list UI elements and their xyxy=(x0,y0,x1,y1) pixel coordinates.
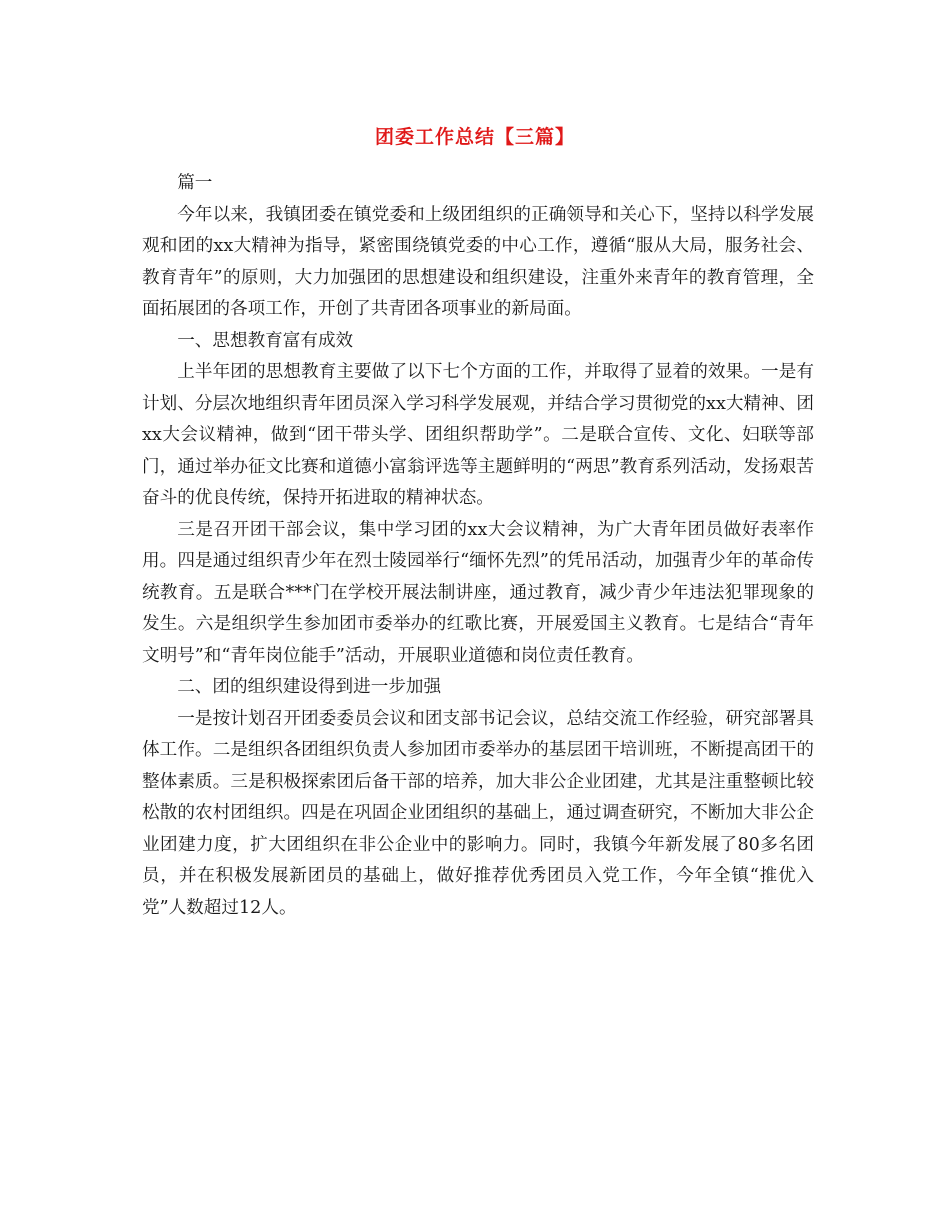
intro-paragraph: 今年以来，我镇团委在镇党委和上级团组织的正确领导和关心下，坚持以科学发展观和团的xx大精神为指导，紧密围绕镇党委的中心工作，遵循“服从大局，服务社会、教育青年”的原则，大力加强团的思想建设和组织建设，注重外来青年的教育管理，全面拓展团的各项工作，开创了共青团各项事业的新局面。 xyxy=(142,204,814,319)
document-body xyxy=(142,168,814,924)
section-label: 篇一 xyxy=(177,173,213,193)
body-paragraph: 上半年团的思想教育主要做了以下七个方面的工作，并取得了显着的效果。一是有计划、分层次地组织青年团员深入学习科学发展观，并结合学习贯彻党的xx大精神、团xx大会议精神，做到“团干带头学、团组织帮助学”。二是联合宣传、文化、妇联等部门，通过举办征文比赛和道德小富翁评选等主题鲜明的“两思”教育系列活动，发扬艰苦奋斗的优良传统，保持开拓进取的精神状态。 xyxy=(142,362,814,508)
body-paragraph: 三是召开团干部会议，集中学习团的xx大会议精神，为广大青年团员做好表率作用。四是通过组织青少年在烈士陵园举行“缅怀先烈”的凭吊活动，加强青少年的革命传统教育。五是联合***门在学校开展法制讲座，通过教育，减少青少年违法犯罪现象的发生。六是组织学生参加团市委举办的红歌比赛，开展爱国主义教育。七是结合“青年文明号”和“青年岗位能手”活动，开展职业道德和岗位责任教育。 xyxy=(142,519,814,666)
section-heading-2: 二、团的组织建设得到进一步加强 xyxy=(177,677,442,697)
section-heading-1: 一、思想教育富有成效 xyxy=(177,330,354,351)
document-title: 团委工作总结【三篇】 xyxy=(374,126,575,148)
body-paragraph: 一是按计划召开团委委员会议和团支部书记会议，总结交流工作经验，研究部署具体工作。二是组织各团组织负责人参加团市委举办的基层团干培训班，不断提高团干的整体素质。三是积极探索团后备干部的培养，加大非公企业团建，尤其是注重整顿比较松散的农村团组织。四是在巩固企业团组织的基础上，通过调查研究，不断加大非公企业团建力度，扩大团组织在非公企业中的影响力。同时，我镇今年新发展了80多名团员，并在积极发展新团员的基础上，做好推荐优秀团员入党工作，今年全镇“推优入党”人数超过12人。 xyxy=(142,708,814,918)
